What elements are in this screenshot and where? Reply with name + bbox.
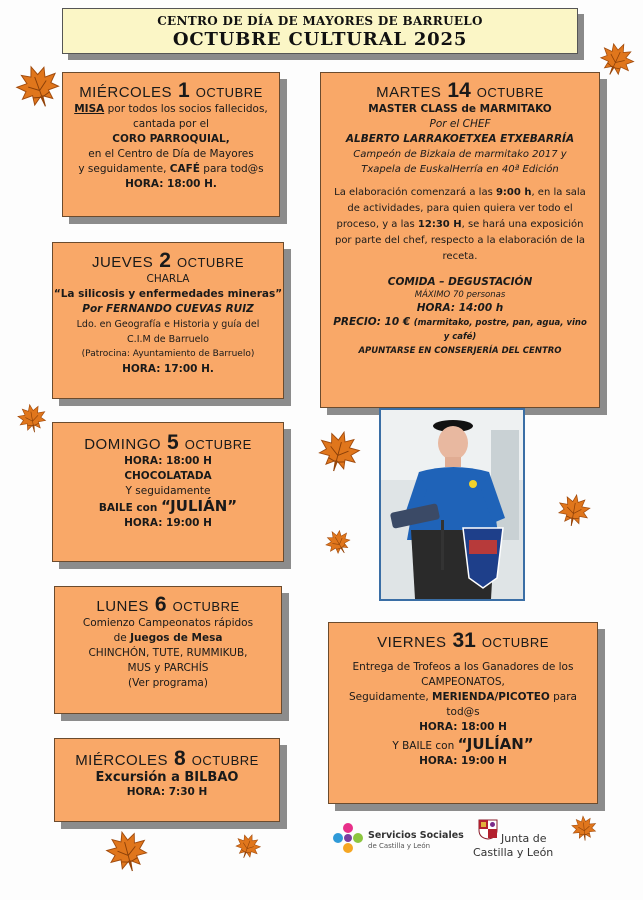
- event-time: HORA: 17:00 H.: [122, 363, 214, 375]
- junta-name-line1: Junta de: [501, 832, 547, 845]
- event-wed-8: MIÉRCOLES 8 OCTUBRE Excursión a BILBAO HORA: 7:30 H: [54, 738, 280, 822]
- event-date: MIÉRCOLES 8 OCTUBRE: [75, 747, 259, 770]
- autumn-leaf-icon: [7, 55, 69, 117]
- autumn-leaf-icon: [13, 399, 50, 436]
- autumn-leaf-icon: [319, 523, 357, 561]
- event-date: VIERNES 31 OCTUBRE: [377, 629, 549, 652]
- poster-title: OCTUBRE CULTURAL 2025: [172, 29, 468, 50]
- event-date: JUEVES 2 OCTUBRE: [91, 249, 245, 272]
- event-time: HORA: 7:30 H: [126, 786, 208, 798]
- event-date: DOMINGO 5 OCTUBRE: [84, 431, 252, 454]
- autumn-leaf-icon: [569, 813, 599, 843]
- poster-header: [62, 8, 578, 54]
- servicios-sociales-title: Servicios Sociales: [368, 830, 464, 841]
- event-date: MARTES 14 OCTUBRE: [376, 79, 544, 102]
- event-fri-31: VIERNES 31 OCTUBRE Entrega de Trofeos a los Ganadores de los CAMPEONATOS, Seguidamente, MERIENDA/PICOTEO para tod@s HORA: 18:00 H Y BAILE con “JULÍAN” HORA: 19:00 H: [328, 622, 598, 804]
- junta-castilla-leon-shield: [477, 818, 499, 840]
- event-sun-5: DOMINGO 5 OCTUBRE HORA: 18:00 H CHOCOLATADA Y seguidamente BAILE con “JULIÁN” HORA: 19:00 H: [52, 422, 284, 562]
- servicios-sociales-figures-icon: [330, 820, 366, 860]
- event-date: LUNES 6 OCTUBRE: [96, 593, 240, 616]
- event-mon-6: LUNES 6 OCTUBRE Comienzo Campeonatos rápidos de Juegos de Mesa CHINCHÓN, TUTE, RUMMIKUB, MUS y PARCHÍS (Ver programa): [54, 586, 282, 714]
- event-date: MIÉRCOLES 1 OCTUBRE: [79, 79, 263, 102]
- center-name: CENTRO DE DÍA DE MAYORES DE BARRUELO: [157, 14, 483, 28]
- junta-castilla-leon-logo: [473, 818, 563, 868]
- autumn-leaf-icon: [553, 489, 595, 531]
- event-wed-1: MIÉRCOLES 1 OCTUBRE MISA por todos los socios fallecidos, cantada por el CORO PARROQUIAL, en el Centro de Día de Mayores y seguidamente, CAFÉ para tod@s HORA: 18:00 H.: [62, 72, 280, 217]
- servicios-sociales-logo: [330, 820, 464, 860]
- event-time: HORA: 18:00 H.: [125, 178, 217, 190]
- event-time: HORA: 18:00 H: [419, 721, 507, 733]
- autumn-leaf-icon: [230, 828, 266, 864]
- servicios-sociales-subtitle: de Castilla y León: [368, 842, 431, 850]
- event-time: HORA: 14:00 h: [416, 302, 504, 314]
- junta-name-line2: Castilla y León: [473, 846, 554, 859]
- event-tue-14: MARTES 14 OCTUBRE MASTER CLASS de MARMITAKO Por el CHEF ALBERTO LARRAKOETXEA ETXEBARRÍA Campeón de Bizkaia de marmitako 2017 y Txapela de EuskalHerría en 40ª Edición La elaboración comenzará a las 9:00 h, en la sala de actividades, para quien quiera ver todo el proceso, y a las 12:30 H, se hará una exposición por parte del chef, respecto a la elaboración de la receta. COMIDA – DEGUSTACIÓN MÁXIMO 70 personas HORA: 14:00 h PRECIO: 10 € (marmitako, postre, pan, agua, vino y café) APUNTARSE EN CONSERJERÍA DEL CENTRO: [320, 72, 600, 408]
- event-time: HORA: 19:00 H: [419, 755, 507, 767]
- chef-photo: [379, 408, 525, 601]
- autumn-leaf-icon: [99, 823, 155, 879]
- autumn-leaf-icon: [311, 423, 367, 479]
- event-time: HORA: 19:00 H: [124, 517, 212, 529]
- event-thu-2: JUEVES 2 OCTUBRE CHARLA “La silicosis y enfermedades mineras” Por FERNANDO CUEVAS RUIZ Ldo. en Geografía e Historia y guía del C.I.M de Barruelo (Patrocina: Ayuntamiento de Barruelo) HORA: 17:00 H.: [52, 242, 284, 399]
